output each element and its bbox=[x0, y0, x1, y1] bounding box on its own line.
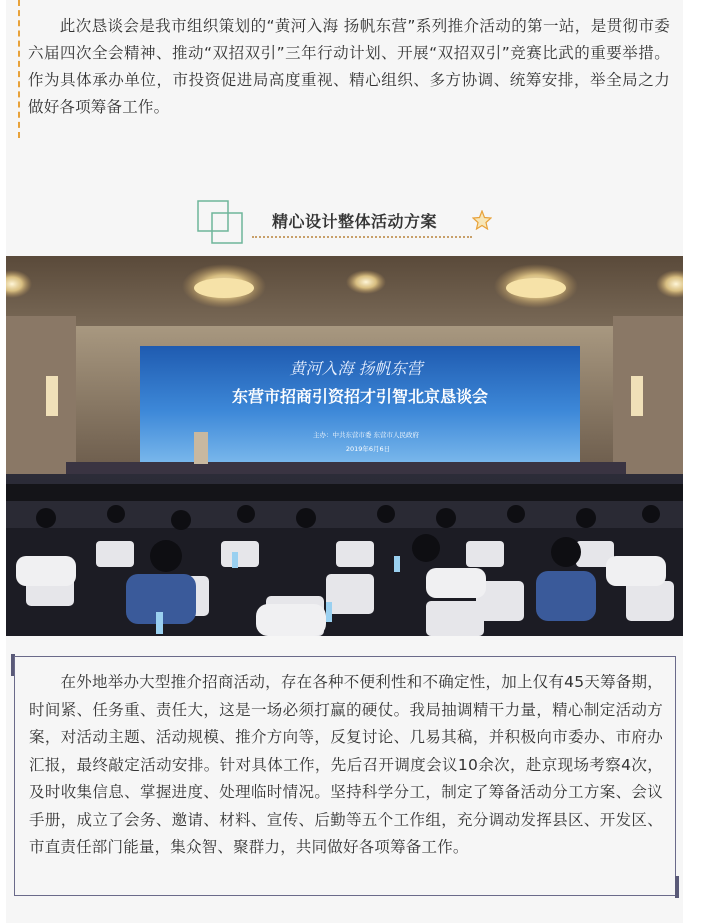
intro-dashed-rule bbox=[18, 0, 20, 138]
conference-scene bbox=[6, 256, 683, 636]
conference-photo bbox=[6, 256, 683, 636]
star-icon bbox=[472, 210, 492, 230]
section-title: 精心设计整体活动方案 bbox=[272, 212, 438, 231]
body-text-box bbox=[14, 656, 676, 896]
intro-section bbox=[18, 0, 670, 138]
section-header bbox=[196, 196, 496, 246]
banner-slogan: 黄河入海 扬帆东营 bbox=[289, 359, 423, 378]
banner-title: 东营市招商引资招才引智北京恳谈会 bbox=[231, 387, 489, 406]
box-corner-accent-bottom bbox=[675, 876, 679, 898]
banner-host: 主办：中共东营市委 东营市人民政府 bbox=[312, 431, 420, 439]
banner-date: 2019年6月6日 bbox=[345, 445, 391, 453]
square-deco-icon bbox=[196, 199, 248, 245]
body-paragraph: 在外地举办大型推介招商活动，存在各种不便利性和不确定性，加上仅有45天筹备期，时间紧、任务重、责任大，这是一场必须打赢的硬仗。我局抽调精干力量，精心制定活动方案，对活动主题、活动规模、推介方向等，反复讨论、几易其稿，并积极向市委办、市府办汇报，最终敲定活动安排。针对具体工作，先后召开调度会议10余次，赴京现场考察4次，及时收集信息、掌握进度、处理临时情况。坚持科学分工，制定了筹备活动分工方案、会议手册，成立了会务、邀请、材料、宣传、后勤等五个工作组，充分调动发挥县区、开发区、市直责任部门能量，集众智、聚群力，共同做好各项筹备工作。 bbox=[29, 673, 663, 856]
intro-paragraph: 此次恳谈会是我市组织策划的“黄河入海 扬帆东营”系列推介活动的第一站，是贯彻市委六届四次全会精神、推动“双招双引”三年行动计划、开展“双招双引”竞赛比武的重要举措。作为具体承办单位，市投资促进局高度重视、精心组织、多方协调、统筹安排，举全局之力做好各项筹备工作。 bbox=[28, 17, 670, 116]
title-dotted-underline bbox=[252, 236, 472, 238]
